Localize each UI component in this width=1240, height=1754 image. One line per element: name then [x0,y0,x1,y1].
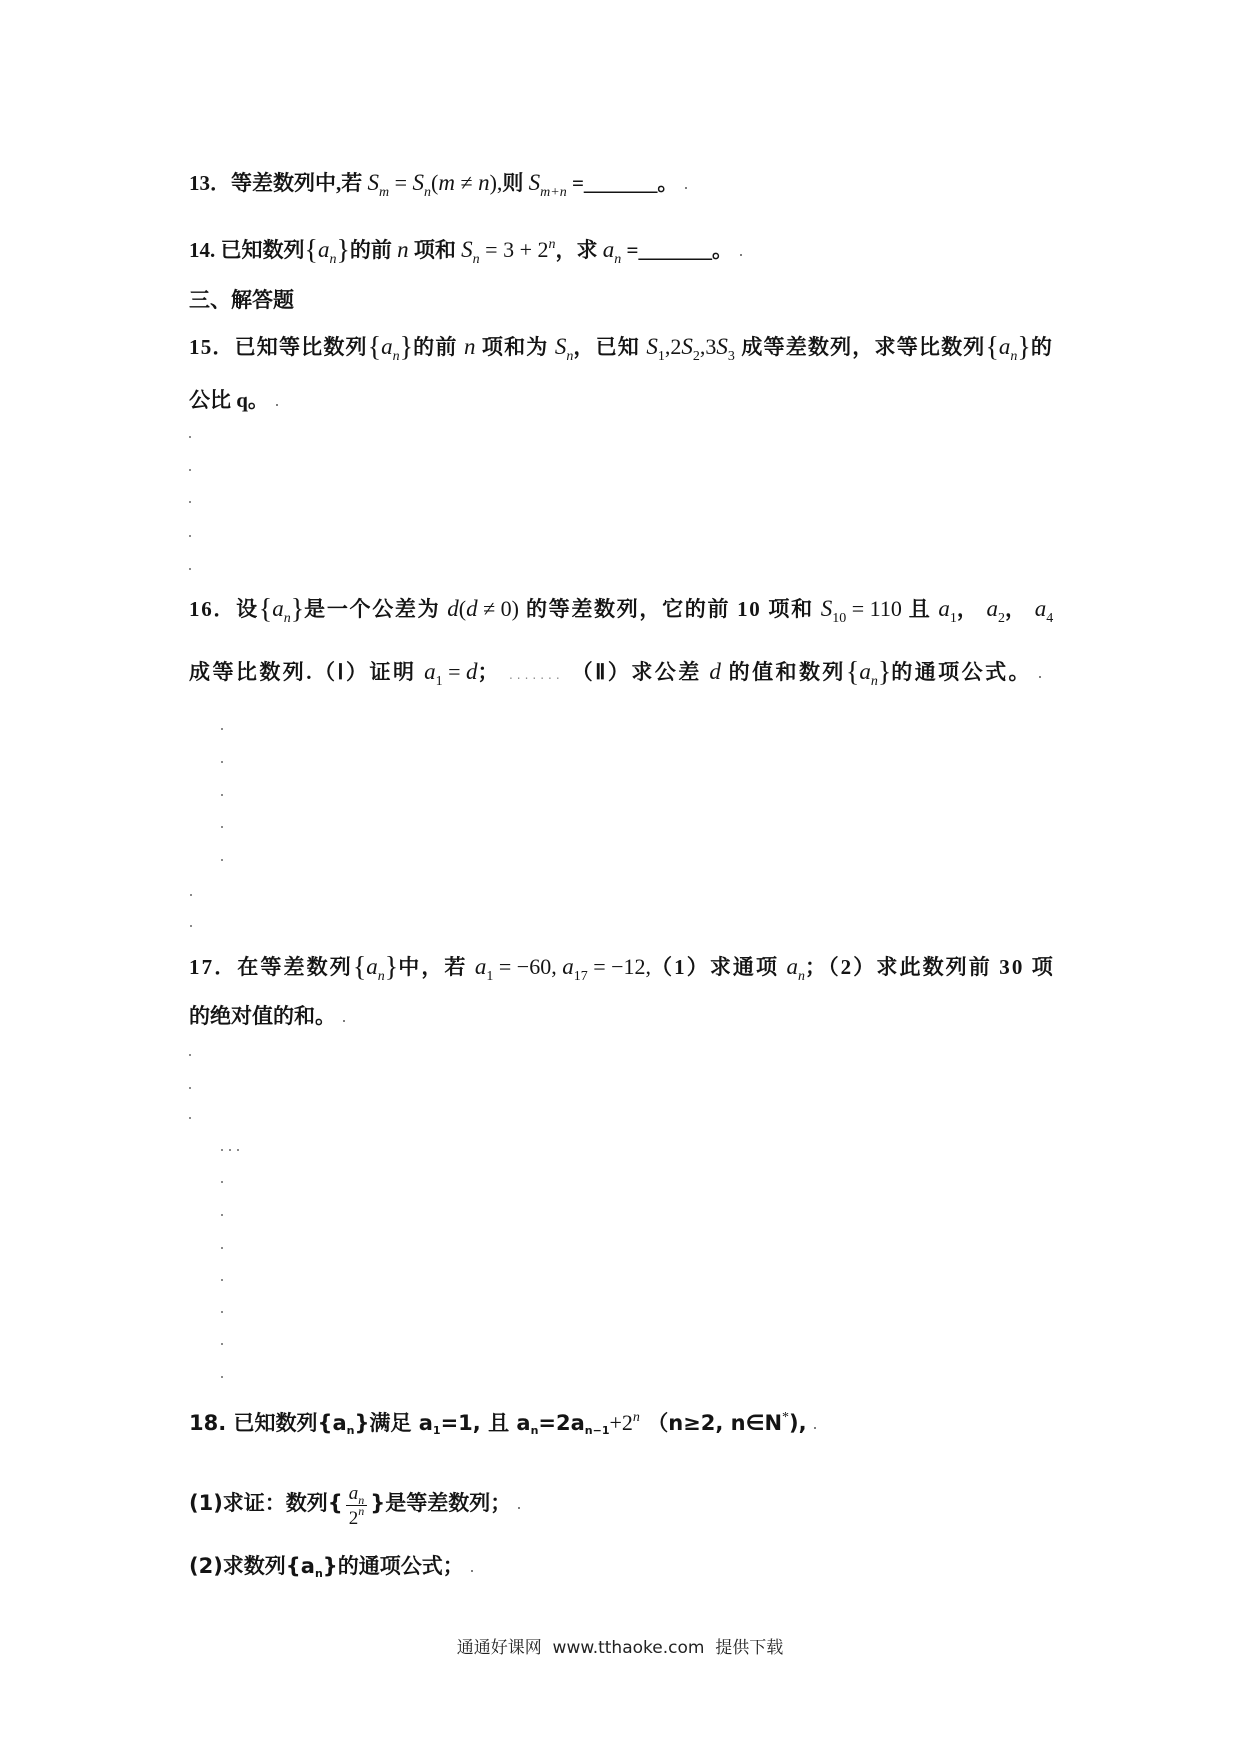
math-symbol: = −12, [587,954,652,979]
paragraph-mark [221,1214,223,1216]
text-run: 13．等差数列中,若 [189,171,368,195]
text-run: 项和 [408,238,462,262]
text-run: 17．在等差数列 [189,955,353,979]
text-run: 的前 [413,335,464,359]
subscript: n [314,1567,323,1580]
math-variable: d [447,596,459,621]
math-variable: a [562,954,574,979]
math-variable: S [820,596,833,621]
question-16-line-2 [189,656,1041,691]
left-brace: { [845,657,860,688]
math-variable: d [466,659,478,684]
math-variable: S [646,334,658,359]
text-run: 的前 [349,238,398,262]
paragraph-mark [1039,676,1041,678]
math-variable: a [602,237,615,262]
subscript: 17 [573,969,588,984]
math-symbol: ,3 [699,334,717,359]
paragraph-mark [221,1279,223,1281]
text-run: }是等差数列； [370,1491,512,1515]
text-run: ， [956,597,987,621]
subscript: n [530,1424,539,1437]
subscript: 1 [435,674,443,689]
subscript: n [472,252,480,267]
math-variable: a [474,954,487,979]
math-variable: a [366,954,378,979]
right-brace: } [290,594,305,625]
math-symbol: ( [431,170,439,195]
paragraph-mark [189,535,191,537]
text-run: 成等比数列.（Ⅰ）证明 [189,660,425,684]
superscript: n [358,1503,365,1518]
subscript: n [283,611,291,626]
paragraph-mark [685,187,687,189]
paragraph-mark [518,1507,520,1509]
text-run: （n≥2, n∈N [639,1411,783,1435]
math-variable: a [1034,596,1047,621]
subscript: n [797,969,805,984]
text-run: 成等差数列，求等比数列 [734,335,986,359]
question-15-line-1 [189,331,1053,364]
math-variable: a [938,596,950,621]
math-symbol: = 110 [846,596,902,621]
paragraph-mark [814,1427,816,1429]
text-run: 的绝对值的和。 [189,1004,336,1028]
leader-dots: ....... [508,668,564,682]
math-variable: S [554,334,567,359]
text-run: 的值和数列 [720,660,846,684]
math-symbol: +2 [609,1410,633,1435]
subscript: 1 [657,349,665,364]
paragraph-mark [221,1149,223,1151]
question-15-line-2 [189,384,278,416]
question-17-line-2 [189,1000,345,1032]
question-18-stem [189,1407,816,1439]
text-run: （Ⅱ）求公差 [571,660,710,684]
math-variable: S [681,334,693,359]
paragraph-mark [189,568,191,570]
text-run: 中，若 [398,955,475,979]
math-variable: S [412,170,425,195]
text-run: }满足 a [354,1411,433,1435]
text-run: 的 [1030,335,1054,359]
math-symbol: ,2 [664,334,682,359]
subscript: n [346,1424,355,1437]
subscript: 1 [949,611,957,626]
text-run: ), [789,1411,807,1435]
paragraph-mark [471,1570,473,1572]
math-variable: n [397,237,409,262]
right-brace: } [336,235,350,266]
subscript: 3 [727,349,735,364]
question-14 [189,234,742,267]
math-variable: S [716,334,728,359]
fraction-denominator [346,1503,368,1529]
math-symbol: = [442,659,467,684]
subscript: 1 [486,969,494,984]
math-variable: a [317,237,330,262]
text-run: 则 [502,171,529,195]
superscript: n [632,1410,640,1425]
math-variable: a [348,1482,359,1504]
text-run: }的通项公式； [322,1554,464,1578]
paragraph-mark [189,1087,191,1089]
math-variable: n [463,334,476,359]
paragraph-mark [189,501,191,503]
text-run: 的等差数列，它的前 10 项和 [519,597,821,621]
text-run: 16．设 [189,597,259,621]
paragraph-mark [221,1376,223,1378]
text-run: 15．已知等比数列 [189,335,368,359]
subscript: 1 [432,1424,441,1437]
subscript: 10 [832,611,847,626]
text-run: 14. 已知数列 [189,238,305,262]
paragraph-mark [189,436,191,438]
math-variable: a [424,659,436,684]
question-13 [189,167,687,199]
superscript: * [782,1410,790,1425]
subscript: m+n [540,185,567,200]
subscript: 2 [998,611,1006,626]
subscript: 2 [692,349,700,364]
fraction [346,1482,368,1529]
subscript: m [379,185,390,200]
paragraph-mark [190,925,192,927]
math-variable: m [438,170,455,195]
math-variable: d [466,596,478,621]
text-run: (1)求证：数列{ [189,1491,343,1515]
paragraph-mark [221,1343,223,1345]
math-variable: S [461,237,473,262]
text-run: 且 [901,597,939,621]
question-16-line-1 [189,593,1053,626]
left-brace: { [367,332,382,363]
left-brace: { [352,952,367,983]
paragraph-mark [343,1020,345,1022]
math-symbol: ≠ 0) [477,596,519,621]
math-variable: a [786,954,798,979]
paragraph-mark [221,859,223,861]
question-17-line-1 [189,951,1055,984]
text-run: 是一个公差为 [304,597,448,621]
subscript: n [566,349,574,364]
math-symbol: ≠ [455,170,479,195]
subscript: n [1010,349,1018,364]
subscript: n [424,185,432,200]
text-run: =2a [538,1411,585,1435]
right-brace: } [877,657,892,688]
math-variable: n [478,170,490,195]
paragraph-mark [221,1247,223,1249]
paragraph-mark [221,794,223,796]
superscript: n [548,237,556,252]
math-variable: a [272,596,284,621]
math-variable: a [859,659,871,684]
text-run: ，求 [555,238,603,262]
math-symbol: ), [489,170,503,195]
subscript: n [377,969,385,984]
math-symbol: = [389,170,413,195]
text-run: 公比 q。 [189,388,269,412]
text-run: ，已知 [573,335,647,359]
paragraph-mark [221,1181,223,1183]
footer-credit: 通通好课网 www.tthaoke.com 提供下载 [456,1638,784,1658]
fraction-numerator [346,1482,368,1506]
math-symbol: = 3 + 2 [479,237,549,262]
math-variable: a [381,334,393,359]
question-18-part-1 [189,1479,520,1529]
math-variable: S [528,170,541,195]
subscript: n [329,252,337,267]
left-brace: { [304,235,318,266]
subscript: n [358,1492,365,1507]
math-variable: a [986,596,999,621]
text-run: 项和为 [475,335,555,359]
text-run: ；（2）求此数列前 30 项 [804,955,1055,979]
paragraph-mark [221,728,223,730]
right-brace: } [1017,332,1031,363]
text-run: 的通项公式。 [891,660,1032,684]
math-symbol: ( [458,596,467,621]
paragraph-mark [237,1149,239,1151]
math-symbol: 2 [348,1507,359,1529]
math-variable: S [367,170,379,195]
math-variable: a [998,334,1011,359]
paragraph-mark [229,1149,231,1151]
paragraph-mark [189,1054,191,1056]
left-brace: { [258,594,273,625]
subscript: n [392,349,400,364]
paragraph-mark [221,761,223,763]
text-run: =_______。 [566,171,679,195]
text-run: (2)求数列{a [189,1554,315,1578]
subscript: n−1 [584,1424,610,1437]
subscript: 4 [1046,611,1054,626]
right-brace: } [399,332,414,363]
left-brace: { [985,332,999,363]
right-brace: } [384,952,399,983]
subscript: n [614,252,622,267]
text-run: =1, 且 a [440,1411,531,1435]
paragraph-mark [740,254,742,256]
paragraph-mark [189,1117,191,1119]
text-run: （1）求通项 [651,955,787,979]
question-18-part-2 [189,1550,473,1582]
math-symbol: = −60, [493,954,563,979]
text-run: ； [477,660,501,684]
text-run: =_______。 [621,238,733,262]
text-run: 18. 已知数列{a [189,1411,347,1435]
text-run: ， [1005,597,1035,621]
subscript: n [870,674,878,689]
math-variable: d [709,659,721,684]
paragraph-mark [190,894,192,896]
paragraph-mark [221,1311,223,1313]
paragraph-mark [276,404,278,406]
paragraph-mark [221,826,223,828]
paragraph-mark [189,469,191,471]
section-heading: 三、解答题 [189,288,294,312]
